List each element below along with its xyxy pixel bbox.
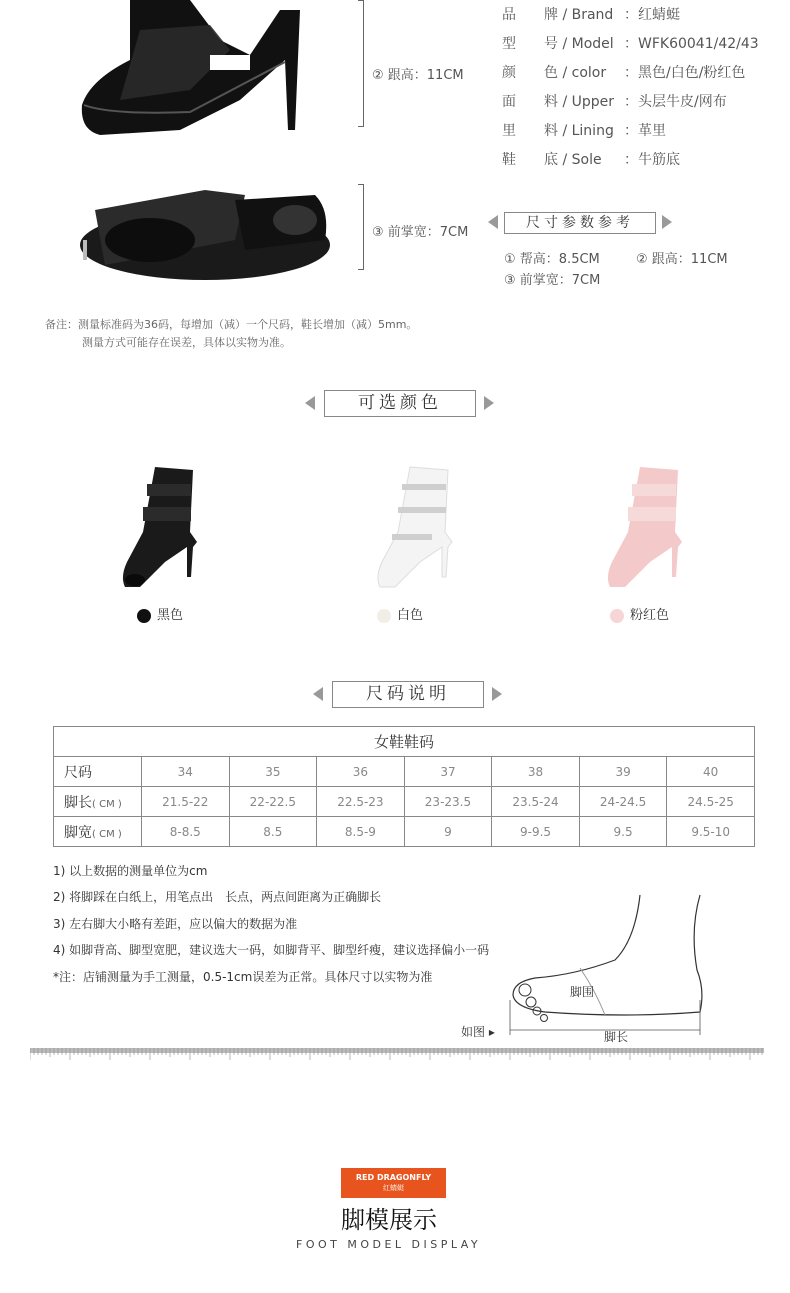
brand-logo: RED DRAGONFLY 红蜻蜓	[341, 1168, 446, 1198]
length-row-header: 脚长( CM )	[54, 787, 142, 817]
width-cell: 9	[404, 817, 492, 847]
tip-4: 4) 如脚背高、脚型宽肥，建议选大一码，如脚背平、脚型纤瘦，建议选择偏小一码	[53, 943, 490, 957]
size-cell: 34	[142, 757, 230, 787]
foot-length-label: 脚长	[604, 1030, 629, 1044]
color-dot-pink	[610, 609, 624, 623]
size-cell: 37	[404, 757, 492, 787]
length-cell: 22.5-23	[317, 787, 405, 817]
size-cell: 36	[317, 757, 405, 787]
color-option-white[interactable]: 白色	[377, 604, 423, 623]
param-forefoot-width: ③ 前掌宽：7CM	[504, 273, 601, 288]
length-cell: 23.5-24	[492, 787, 580, 817]
width-row-header: 脚宽( CM )	[54, 817, 142, 847]
length-cell: 22-22.5	[229, 787, 317, 817]
spec-upper: 面 料 / Upper ：头层牛皮/网布	[502, 94, 727, 110]
width-row	[54, 817, 755, 847]
girth-label: 脚围	[570, 985, 595, 999]
size-cell: 35	[229, 757, 317, 787]
size-row-header: 尺码	[54, 757, 142, 787]
size-cell: 40	[667, 757, 755, 787]
width-cell: 9.5-10	[667, 817, 755, 847]
length-cell: 24.5-25	[667, 787, 755, 817]
width-cell: 9-9.5	[492, 817, 580, 847]
arrow-left-icon	[313, 687, 323, 701]
width-cell: 8.5-9	[317, 817, 405, 847]
color-option-black[interactable]: 黑色	[137, 604, 183, 623]
width-cell: 8.5	[229, 817, 317, 847]
width-cell: 9.5	[579, 817, 667, 847]
footer-subtitle: FOOT MODEL DISPLAY	[296, 1238, 482, 1251]
size-section-title: 尺码说明	[332, 681, 484, 708]
arrow-right-icon	[662, 215, 672, 229]
spec-lining: 里 料 / Lining ：革里	[502, 123, 666, 139]
length-cell: 23-23.5	[404, 787, 492, 817]
size-table	[53, 726, 755, 847]
shoe-back-view-image	[75, 180, 345, 290]
length-cell: 24-24.5	[579, 787, 667, 817]
foot-diagram-image	[505, 890, 715, 1045]
footer-title: 脚模展示	[341, 1206, 437, 1234]
shoe-white-image	[370, 462, 460, 590]
length-cell: 21.5-22	[142, 787, 230, 817]
color-dot-white	[377, 609, 391, 623]
remark-line-2: 测量方式可能存在误差，具体以实物为准。	[82, 336, 291, 349]
param-heel-height: ② 跟高：11CM	[636, 252, 728, 267]
length-row	[54, 787, 755, 817]
param-upper-height: ① 帮高：8.5CM	[504, 252, 600, 267]
size-params-title: 尺寸参数参考	[504, 212, 656, 234]
size-row	[54, 757, 755, 787]
example-label: 如图 ▸	[461, 1025, 495, 1039]
heel-height-bracket	[358, 0, 364, 127]
spec-sole: 鞋 底 / Sole ：牛筋底	[502, 152, 680, 168]
arrow-right-icon	[484, 396, 494, 410]
arrow-left-icon	[305, 396, 315, 410]
tip-3: 3) 左右脚大小略有差距，应以偏大的数据为准	[53, 917, 298, 931]
shoe-side-view-image	[70, 0, 320, 140]
spec-brand: 品 牌 / Brand ：红蜻蜓	[502, 7, 680, 23]
forefoot-width-label: ③ 前掌宽：7CM	[372, 225, 469, 240]
spec-model: 型 号 / Model ：WFK60041/42/43	[502, 36, 759, 52]
tip-2: 2) 将脚踩在白纸上，用笔点出 长点，两点间距离为正确脚长	[53, 890, 382, 904]
remark-line-1: 备注：测量标准码为36码，每增加（减）一个尺码，鞋长增加（减）5mm。	[45, 318, 418, 331]
size-cell: 38	[492, 757, 580, 787]
color-dot-black	[137, 609, 151, 623]
colors-section-title: 可选颜色	[324, 390, 476, 417]
shoe-black-image	[115, 462, 205, 590]
size-cell: 39	[579, 757, 667, 787]
forefoot-width-bracket	[358, 184, 364, 270]
arrow-left-icon	[488, 215, 498, 229]
color-option-pink[interactable]: 粉红色	[610, 604, 669, 623]
ruler-divider	[30, 1048, 764, 1060]
heel-height-label: ② 跟高：11CM	[372, 68, 464, 83]
arrow-right-icon	[492, 687, 502, 701]
tip-1: 1) 以上数据的测量单位为cm	[53, 864, 208, 878]
tip-note: *注：店铺测量为手工测量，0.5-1cm误差为正常。具体尺寸以实物为准	[53, 970, 433, 984]
width-cell: 8-8.5	[142, 817, 230, 847]
spec-color: 颜 色 / color ：黑色/白色/粉红色	[502, 65, 746, 81]
shoe-pink-image	[600, 462, 690, 590]
size-table-title: 女鞋鞋码	[54, 727, 755, 757]
